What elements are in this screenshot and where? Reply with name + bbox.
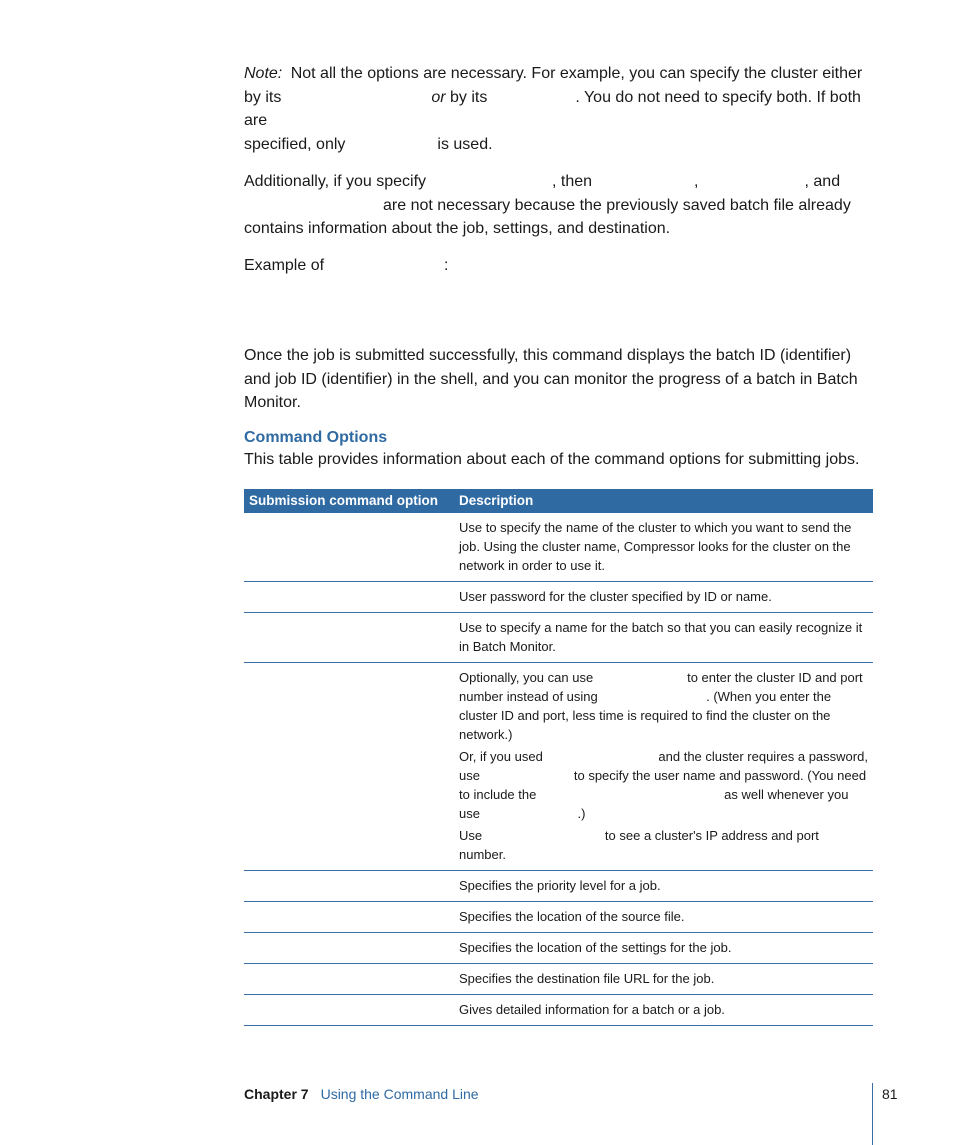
command-options-intro: This table provides information about each of the command options for submitting jobs. <box>244 450 860 468</box>
description-text: Specifies the location of the source file. <box>459 908 685 924</box>
description-text: Use to specify the name of the cluster to which you want to send the job. Using the cluster name, Compressor looks for the cluster on the network in order to use it. <box>459 519 852 573</box>
description-text: Specifies the priority level for a job. <box>459 877 661 893</box>
description-cell <box>454 932 873 963</box>
description-cell <box>454 901 873 932</box>
note-line2a: by its <box>244 88 282 106</box>
command-options-heading: Command Options <box>244 428 388 446</box>
option-cell <box>244 963 454 994</box>
additionally-b: , then <box>552 173 593 190</box>
description-cell <box>454 581 873 612</box>
table-row <box>244 963 873 994</box>
description-text: Gives detailed information for a batch or a job. <box>459 1001 725 1017</box>
additionally-paragraph <box>244 170 874 241</box>
example-code-space <box>244 277 874 344</box>
description-cell <box>454 513 873 582</box>
page-number: 81 <box>882 1086 898 1102</box>
description-text: Use to specify a name for the batch so that you can easily recognize it in Batch Monitor. <box>459 619 863 654</box>
note-line3b: is used. <box>437 135 493 153</box>
additionally-c: , <box>694 173 699 190</box>
header-option: Submission command option <box>244 489 454 513</box>
additionally-e: are not necessary because the previously saved batch file already <box>383 196 851 214</box>
table-header-row <box>244 489 873 513</box>
option-cell <box>244 612 454 662</box>
description-text: User password for the cluster specified by ID or name. <box>459 588 772 604</box>
header-description: Description <box>454 489 873 513</box>
additionally-d: , and <box>804 173 841 190</box>
page-footer <box>244 1086 479 1102</box>
description-text: Or, if you used and the cluster requires a password, use to specify the user name and password. (You need to include the as well whenever you use .) <box>459 748 872 821</box>
options-table <box>244 489 873 1026</box>
option-cell <box>244 994 454 1025</box>
description-cell <box>454 612 873 662</box>
note-or: or <box>431 88 446 106</box>
table-row <box>244 612 873 662</box>
note-line2d: . You do not need to specify both. If both are <box>244 88 861 129</box>
example-a: Example of <box>244 256 325 274</box>
description-cell <box>454 662 873 870</box>
description-text: Optionally, you can use to enter the cluster ID and port number instead of using . (When you enter the cluster ID and port, less time is required to find the cluster on the network.) <box>459 669 867 742</box>
footer-chapter: Chapter 7 <box>244 1086 309 1102</box>
option-cell <box>244 662 454 870</box>
note-line2c: by its <box>450 88 488 106</box>
option-cell <box>244 870 454 901</box>
option-cell <box>244 932 454 963</box>
table-row <box>244 932 873 963</box>
example-b: : <box>444 256 449 274</box>
table-row <box>244 901 873 932</box>
footer-chapter-title[interactable]: Using the Command Line <box>320 1086 479 1102</box>
additionally-f: contains information about the job, settings, and destination. <box>244 220 671 237</box>
page-content <box>244 62 874 1026</box>
description-cell <box>454 963 873 994</box>
note-line1: Not all the options are necessary. For example, you can specify the cluster either <box>290 65 863 82</box>
example-line <box>244 254 874 278</box>
footer-divider <box>872 1083 873 1145</box>
description-cell <box>454 870 873 901</box>
additionally-a: Additionally, if you specify <box>244 173 427 190</box>
table-row <box>244 870 873 901</box>
table-row <box>244 994 873 1025</box>
table-row <box>244 581 873 612</box>
description-text: Use to see a cluster's IP address and port number. <box>459 827 823 862</box>
once-paragraph: Once the job is submitted successfully, this command displays the batch ID (identifier) and job ID (identifier) in the shell, and you can monitor the progress of a batch in Batch Monitor. <box>244 347 858 411</box>
note-line3a: specified, only <box>244 135 346 153</box>
description-cell <box>454 994 873 1025</box>
table-row <box>244 513 873 582</box>
description-text: Specifies the location of the settings for the job. <box>459 939 732 955</box>
option-cell <box>244 581 454 612</box>
description-text: Specifies the destination file URL for the job. <box>459 970 715 986</box>
note-paragraph <box>244 62 874 156</box>
note-label: Note: <box>244 65 283 82</box>
option-cell <box>244 901 454 932</box>
option-cell <box>244 513 454 582</box>
table-row <box>244 662 873 870</box>
